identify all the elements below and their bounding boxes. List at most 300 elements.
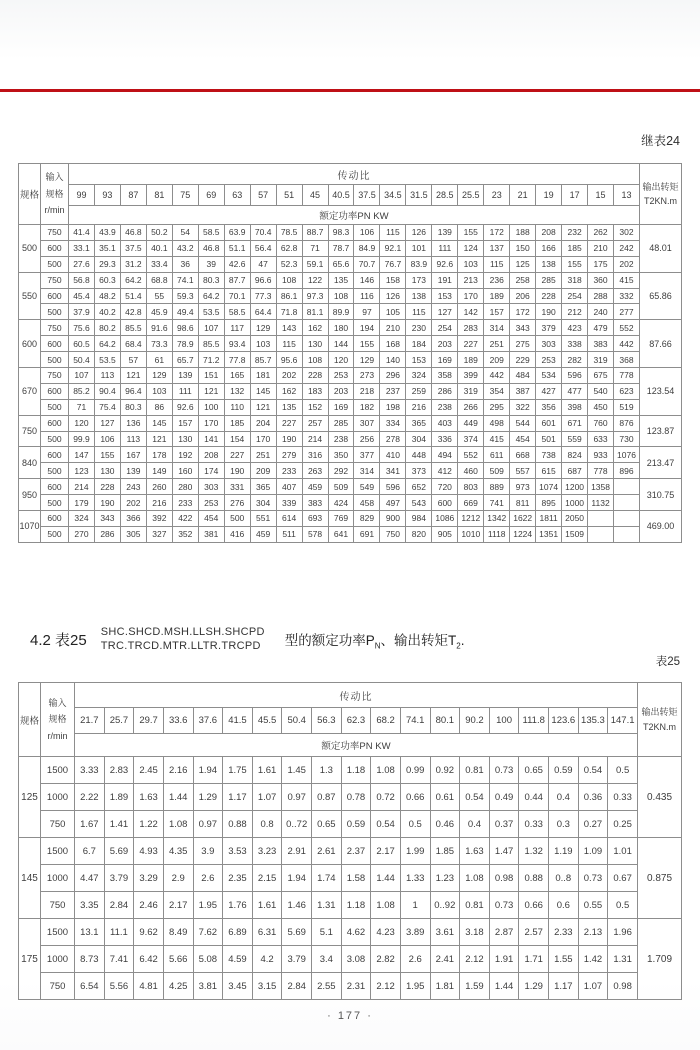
power-value-cell: 55 xyxy=(146,288,172,304)
power-value-cell: 0.5 xyxy=(608,892,638,919)
model-line-1: SHC.SHCD.MSH.LLSH.SHCPD xyxy=(100,626,265,638)
power-value-cell: 286 xyxy=(94,526,120,542)
power-value-cell: 52.3 xyxy=(276,256,302,272)
spec-cell: 500 xyxy=(19,225,41,273)
power-value-cell: 415 xyxy=(484,431,510,447)
power-value-cell: 80.3 xyxy=(120,399,146,415)
power-value-cell: 139 xyxy=(172,368,198,384)
power-value-cell: 1.45 xyxy=(282,757,312,784)
power-value-cell: 108 xyxy=(276,272,302,288)
data-table xyxy=(18,682,682,1000)
power-value-cell: 145 xyxy=(146,415,172,431)
power-value-cell: 2.84 xyxy=(104,892,134,919)
power-value-cell: 202 xyxy=(614,256,640,272)
power-value-cell: 42.6 xyxy=(224,256,250,272)
ratio-value-cell: 28.5 xyxy=(432,185,458,206)
power-value-cell: 1.01 xyxy=(608,838,638,865)
continued-table-label: 继表24 xyxy=(641,134,680,148)
power-value-cell: 127 xyxy=(94,415,120,431)
power-value-cell: 106 xyxy=(94,431,120,447)
power-value-cell: 256 xyxy=(354,431,380,447)
power-value-cell: 88.7 xyxy=(302,225,328,241)
power-value-cell: 3.33 xyxy=(75,757,105,784)
power-value-cell: 59.3 xyxy=(172,288,198,304)
ratio-value-cell: 111.8 xyxy=(519,708,549,734)
power-value-cell: 392 xyxy=(146,511,172,527)
power-value-cell: 135 xyxy=(276,399,302,415)
power-value-cell: 0.37 xyxy=(489,811,519,838)
torque-header-line: 输出转矩 xyxy=(642,181,679,192)
power-value-cell: 81.1 xyxy=(302,304,328,320)
power-value-cell: 2.17 xyxy=(371,838,401,865)
power-value-cell: 1.71 xyxy=(519,946,549,973)
table-row xyxy=(19,352,682,368)
table-row xyxy=(19,399,682,415)
power-value-cell: 140 xyxy=(380,352,406,368)
power-value-cell: 824 xyxy=(562,447,588,463)
power-value-cell: 596 xyxy=(380,479,406,495)
power-value-cell: 803 xyxy=(458,479,484,495)
power-value-cell: 318 xyxy=(562,272,588,288)
power-value-cell: 336 xyxy=(432,431,458,447)
power-value-cell: 552 xyxy=(614,320,640,336)
power-value-cell: 45.9 xyxy=(146,304,172,320)
power-value-cell: 282 xyxy=(562,352,588,368)
power-value-cell: 0.27 xyxy=(578,811,608,838)
power-value-cell: 1.31 xyxy=(608,946,638,973)
power-value-cell: 208 xyxy=(198,447,224,463)
power-value-cell: 64.2 xyxy=(94,336,120,352)
power-value-cell: 210 xyxy=(380,320,406,336)
top-rule xyxy=(0,89,700,92)
power-value-cell: 292 xyxy=(328,463,354,479)
power-value-cell: 1.99 xyxy=(400,838,430,865)
power-value-cell: 454 xyxy=(198,511,224,527)
power-value-cell: 1.75 xyxy=(223,757,253,784)
rpm-cell: 500 xyxy=(41,304,69,320)
power-value-cell: 141 xyxy=(198,431,224,447)
power-value-cell: 251 xyxy=(250,447,276,463)
power-value-cell: 0.33 xyxy=(519,811,549,838)
power-value-cell: 738 xyxy=(536,447,562,463)
power-value-cell: 1.91 xyxy=(489,946,519,973)
spec-cell: 670 xyxy=(19,368,41,416)
rpm-cell: 750 xyxy=(41,368,69,384)
rpm-cell: 500 xyxy=(41,399,69,415)
power-value-cell: 97.3 xyxy=(302,288,328,304)
power-value-cell: 70.4 xyxy=(250,225,276,241)
power-value-cell: 278 xyxy=(380,431,406,447)
power-value-cell: 98.6 xyxy=(172,320,198,336)
power-value-cell: 142 xyxy=(458,304,484,320)
power-value-cell: 190 xyxy=(224,463,250,479)
power-value-cell: 769 xyxy=(328,511,354,527)
power-value-cell: 479 xyxy=(588,320,614,336)
desc-text: . xyxy=(460,632,465,648)
torque-cell: 469.00 xyxy=(640,511,682,543)
power-value-cell: 126 xyxy=(406,225,432,241)
power-value-cell: 157 xyxy=(172,415,198,431)
power-value-cell: 83.9 xyxy=(406,256,432,272)
power-value-cell: 730 xyxy=(614,431,640,447)
power-value-cell: 214 xyxy=(302,431,328,447)
power-value-cell: 182 xyxy=(354,399,380,415)
power-value-cell: 494 xyxy=(432,447,458,463)
rpm-cell: 1000 xyxy=(41,946,75,973)
power-value-cell: 121 xyxy=(146,431,172,447)
power-value-cell: 1.07 xyxy=(252,784,282,811)
power-value-cell: 2.46 xyxy=(134,892,164,919)
torque-header-line: T2KN.m xyxy=(643,196,677,206)
power-value-cell: 130 xyxy=(172,431,198,447)
power-value-cell: 305 xyxy=(120,526,146,542)
power-value-cell: 332 xyxy=(614,288,640,304)
power-value-cell: 669 xyxy=(458,495,484,511)
power-value-cell: 71 xyxy=(69,399,95,415)
power-value-cell: 167 xyxy=(120,447,146,463)
power-value-cell: 0.36 xyxy=(578,784,608,811)
power-value-cell: 46.8 xyxy=(120,225,146,241)
power-value-cell: 183 xyxy=(302,383,328,399)
power-value-cell: 122 xyxy=(302,272,328,288)
power-value-cell: 64.4 xyxy=(250,304,276,320)
torque-cell: 123.54 xyxy=(640,368,682,416)
power-value-cell: 1.67 xyxy=(75,811,105,838)
power-value-cell: 4.2 xyxy=(252,946,282,973)
power-value-cell: 229 xyxy=(510,352,536,368)
ratio-value-cell: 37.5 xyxy=(354,185,380,206)
power-value-cell: 1509 xyxy=(562,526,588,542)
ratio-value-cell: 57 xyxy=(250,185,276,206)
power-value-cell: 50.2 xyxy=(146,225,172,241)
table-row xyxy=(19,757,682,784)
rpm-cell: 500 xyxy=(41,352,69,368)
power-value-cell: 42.8 xyxy=(120,304,146,320)
power-value-cell: 458 xyxy=(354,495,380,511)
power-value-cell xyxy=(614,479,640,495)
power-value-cell: 27.6 xyxy=(69,256,95,272)
power-value-cell: 95.6 xyxy=(276,352,302,368)
ratio-value-cell: 68.2 xyxy=(371,708,401,734)
power-value-cell: 262 xyxy=(588,225,614,241)
power-value-cell: 149 xyxy=(146,463,172,479)
power-value-cell: 286 xyxy=(432,383,458,399)
power-value-cell: 2.41 xyxy=(430,946,460,973)
power-value-cell: 2.45 xyxy=(134,757,164,784)
power-value-cell: 184 xyxy=(406,336,432,352)
power-value-cell: 153 xyxy=(406,352,432,368)
ratio-value-cell: 80.1 xyxy=(430,708,460,734)
power-value-cell: 71.2 xyxy=(198,352,224,368)
power-value-cell: 190 xyxy=(536,304,562,320)
power-value-cell: 115 xyxy=(276,336,302,352)
table-row xyxy=(19,811,682,838)
ratio-value-cell: 62.3 xyxy=(341,708,371,734)
power-value-cell: 37.9 xyxy=(69,304,95,320)
power-value-cell: 557 xyxy=(510,463,536,479)
power-value-cell: 0.92 xyxy=(430,757,460,784)
power-value-cell: 137 xyxy=(484,240,510,256)
power-value-cell: 322 xyxy=(510,399,536,415)
power-value-cell: 1212 xyxy=(458,511,484,527)
power-value-cell: 415 xyxy=(614,272,640,288)
ratio-value-cell: 69 xyxy=(198,185,224,206)
power-value-cell: 77.3 xyxy=(250,288,276,304)
power-value-cell: 1.63 xyxy=(460,838,490,865)
power-value-cell: 58.5 xyxy=(198,225,224,241)
power-value-cell: 43.9 xyxy=(94,225,120,241)
power-value-cell: 0.59 xyxy=(341,811,371,838)
input-header-line: r/min xyxy=(47,730,68,741)
power-value-cell: 263 xyxy=(302,463,328,479)
power-value-cell: 51.1 xyxy=(224,240,250,256)
torque-cell: 48.01 xyxy=(640,225,682,273)
power-value-cell: 232 xyxy=(562,225,588,241)
power-value-cell: 1.61 xyxy=(252,757,282,784)
power-value-cell: 6.31 xyxy=(252,919,282,946)
power-value-cell: 829 xyxy=(354,511,380,527)
power-value-cell: 373 xyxy=(406,463,432,479)
table-row xyxy=(19,919,682,946)
power-value-cell: 295 xyxy=(484,399,510,415)
power-value-cell: 179 xyxy=(69,495,95,511)
power-value-cell: 381 xyxy=(198,526,224,542)
power-value-cell: 1351 xyxy=(536,526,562,542)
power-value-cell: 551 xyxy=(250,511,276,527)
power-value-cell: 296 xyxy=(380,368,406,384)
power-value-cell: 374 xyxy=(458,431,484,447)
power-value-cell: 230 xyxy=(406,320,432,336)
power-value-cell: 633 xyxy=(588,431,614,447)
power-value-cell: 175 xyxy=(588,256,614,272)
power-value-cell: 750 xyxy=(380,526,406,542)
power-value-cell: 668 xyxy=(510,447,536,463)
torque-cell: 65.86 xyxy=(640,272,682,320)
power-value-cell: 691 xyxy=(354,526,380,542)
rpm-cell: 600 xyxy=(41,415,69,431)
torque-header-line: T2KN.m xyxy=(642,721,676,732)
power-value-cell: 460 xyxy=(458,463,484,479)
rpm-cell: 500 xyxy=(41,431,69,447)
power-value-cell: 228 xyxy=(536,288,562,304)
power-value-cell: 170 xyxy=(198,415,224,431)
spec-cell: 750 xyxy=(19,415,41,447)
rpm-cell: 1000 xyxy=(41,865,75,892)
power-value-cell: 5.69 xyxy=(104,838,134,865)
power-value-cell: 0..92 xyxy=(430,892,460,919)
ratio-value-cell: 40.5 xyxy=(328,185,354,206)
power-value-cell: 1000 xyxy=(562,495,588,511)
page-number: · 177 · xyxy=(327,1010,373,1022)
spec-header: 规格 xyxy=(19,683,41,757)
power-value-cell: 2.12 xyxy=(460,946,490,973)
power-value-cell: 151 xyxy=(198,368,224,384)
power-value-cell: 143 xyxy=(276,320,302,336)
power-value-cell: 31.2 xyxy=(120,256,146,272)
power-value-cell: 243 xyxy=(120,479,146,495)
power-value-cell: 1.33 xyxy=(400,865,430,892)
power-value-cell: 138 xyxy=(536,256,562,272)
power-value-cell: 4.35 xyxy=(163,838,193,865)
power-value-cell: 9.62 xyxy=(134,919,164,946)
power-value-cell: 106 xyxy=(354,225,380,241)
power-value-cell: 37.5 xyxy=(120,240,146,256)
power-value-cell: 90.4 xyxy=(94,383,120,399)
power-value-cell: 540 xyxy=(588,383,614,399)
power-value-cell: 47 xyxy=(250,256,276,272)
power-value-cell: 204 xyxy=(250,415,276,431)
power-value-cell: 251 xyxy=(484,336,510,352)
power-value-cell: 155 xyxy=(354,336,380,352)
power-value-cell: 973 xyxy=(510,479,536,495)
table-row xyxy=(19,946,682,973)
power-value-cell: 509 xyxy=(484,463,510,479)
power-value-cell: 117 xyxy=(224,320,250,336)
power-value-cell: 89.9 xyxy=(328,304,354,320)
power-value-cell: 58.5 xyxy=(224,304,250,320)
power-value-cell: 48.2 xyxy=(94,288,120,304)
power-value-cell: 77.8 xyxy=(224,352,250,368)
power-value-cell: 327 xyxy=(146,526,172,542)
rpm-cell: 750 xyxy=(41,973,75,1000)
power-value-cell: 1.22 xyxy=(134,811,164,838)
power-value-cell: 0.49 xyxy=(489,784,519,811)
power-value-cell: 1358 xyxy=(588,479,614,495)
power-value-cell: 0.98 xyxy=(608,973,638,1000)
rpm-cell: 600 xyxy=(41,336,69,352)
power-value-cell: 228 xyxy=(302,368,328,384)
power-value-cell: 876 xyxy=(614,415,640,431)
table-header xyxy=(19,164,682,225)
power-value-cell: 97 xyxy=(354,304,380,320)
power-value-cell: 449 xyxy=(458,415,484,431)
power-value-cell: 1.44 xyxy=(371,865,401,892)
power-value-cell: 1.47 xyxy=(489,838,519,865)
power-value-cell: 190 xyxy=(94,495,120,511)
power-value-cell: 0.4 xyxy=(549,784,579,811)
input-header-line: 输入 xyxy=(45,172,64,183)
power-value-cell: 41.4 xyxy=(69,225,95,241)
power-value-cell: 2.55 xyxy=(312,973,342,1000)
ratio-value-cell: 81 xyxy=(146,185,172,206)
power-value-cell: 165 xyxy=(224,368,250,384)
power-value-cell: 144 xyxy=(328,336,354,352)
power-value-cell: 641 xyxy=(328,526,354,542)
power-value-cell: 1622 xyxy=(510,511,536,527)
power-value-cell: 1.94 xyxy=(193,757,223,784)
power-value-cell: 4.47 xyxy=(75,865,105,892)
data-table xyxy=(18,163,682,543)
table25-side-label: 表25 xyxy=(655,656,680,668)
power-value-cell: 189 xyxy=(484,288,510,304)
power-value-cell: 7.62 xyxy=(193,919,223,946)
power-value-cell: 2.6 xyxy=(193,865,223,892)
power-value-cell: 2.33 xyxy=(549,919,579,946)
ratio-value-cell: 51 xyxy=(276,185,302,206)
power-value-cell: 1086 xyxy=(432,511,458,527)
power-value-cell: 280 xyxy=(172,479,198,495)
power-value-cell xyxy=(588,526,614,542)
power-header-label: 额定功率PN KW xyxy=(69,206,640,225)
power-value-cell: 319 xyxy=(588,352,614,368)
power-value-cell: 6.7 xyxy=(75,838,105,865)
table-row xyxy=(19,511,682,527)
power-value-cell: 1.42 xyxy=(578,946,608,973)
power-value-cell: 85.7 xyxy=(250,352,276,368)
spec-header: 规格 xyxy=(19,164,41,225)
power-value-cell: 54 xyxy=(172,225,198,241)
table-row xyxy=(19,495,682,511)
power-value-cell: 500 xyxy=(224,511,250,527)
power-value-cell: 416 xyxy=(224,526,250,542)
power-value-cell: 129 xyxy=(354,352,380,368)
rpm-cell: 750 xyxy=(41,892,75,919)
power-value-cell: 208 xyxy=(536,225,562,241)
rpm-cell: 600 xyxy=(41,511,69,527)
table-row xyxy=(19,526,682,542)
power-value-cell: 1.08 xyxy=(460,865,490,892)
desc-text: 、输出转矩T xyxy=(380,632,457,648)
power-value-cell: 3.9 xyxy=(193,838,223,865)
power-value-cell: 1.95 xyxy=(400,973,430,1000)
power-value-cell: 86 xyxy=(146,399,172,415)
ratio-value-cell: 34.5 xyxy=(380,185,406,206)
power-value-cell: 422 xyxy=(172,511,198,527)
power-value-cell: 3.35 xyxy=(75,892,105,919)
table-row xyxy=(19,865,682,892)
power-value-cell: 107 xyxy=(198,320,224,336)
power-value-cell: 92.6 xyxy=(432,256,458,272)
spec-cell: 1070 xyxy=(19,511,41,543)
power-value-cell: 5.1 xyxy=(312,919,342,946)
rpm-cell: 1500 xyxy=(41,757,75,784)
model-line-2: TRC.TRCD.MTR.LLTR.TRCPD xyxy=(100,639,261,652)
spec-cell: 600 xyxy=(19,320,41,368)
power-value-cell: 341 xyxy=(380,463,406,479)
power-value-cell: 138 xyxy=(406,288,432,304)
power-value-cell: 671 xyxy=(562,415,588,431)
table-row xyxy=(19,206,682,225)
power-value-cell: 68.4 xyxy=(120,336,146,352)
power-value-cell: 1.58 xyxy=(341,865,371,892)
power-value-cell: 0.61 xyxy=(430,784,460,811)
power-value-cell: 57 xyxy=(120,352,146,368)
power-value-cell: 302 xyxy=(614,225,640,241)
power-value-cell: 0.66 xyxy=(400,784,430,811)
power-value-cell: 127 xyxy=(432,304,458,320)
ratio-value-cell: 123.6 xyxy=(549,708,579,734)
power-value-cell: 71 xyxy=(302,240,328,256)
power-value-cell: 0.73 xyxy=(578,865,608,892)
spec-cell: 175 xyxy=(19,919,41,1000)
ratio-value-cell: 29.7 xyxy=(134,708,164,734)
power-value-cell: 178 xyxy=(146,447,172,463)
power-value-cell: 227 xyxy=(276,415,302,431)
input-speed-header xyxy=(41,683,75,757)
power-value-cell: 1811 xyxy=(536,511,562,527)
power-value-cell: 365 xyxy=(406,415,432,431)
power-value-cell: 614 xyxy=(276,511,302,527)
power-value-cell: 331 xyxy=(224,479,250,495)
power-value-cell: 123 xyxy=(69,463,95,479)
power-value-cell: 442 xyxy=(484,368,510,384)
power-value-cell: 1200 xyxy=(562,479,588,495)
torque-cell: 213.47 xyxy=(640,447,682,479)
power-value-cell: 2.17 xyxy=(163,892,193,919)
power-value-cell: 65.6 xyxy=(328,256,354,272)
power-value-cell: 49.4 xyxy=(172,304,198,320)
power-value-cell: 65.7 xyxy=(172,352,198,368)
